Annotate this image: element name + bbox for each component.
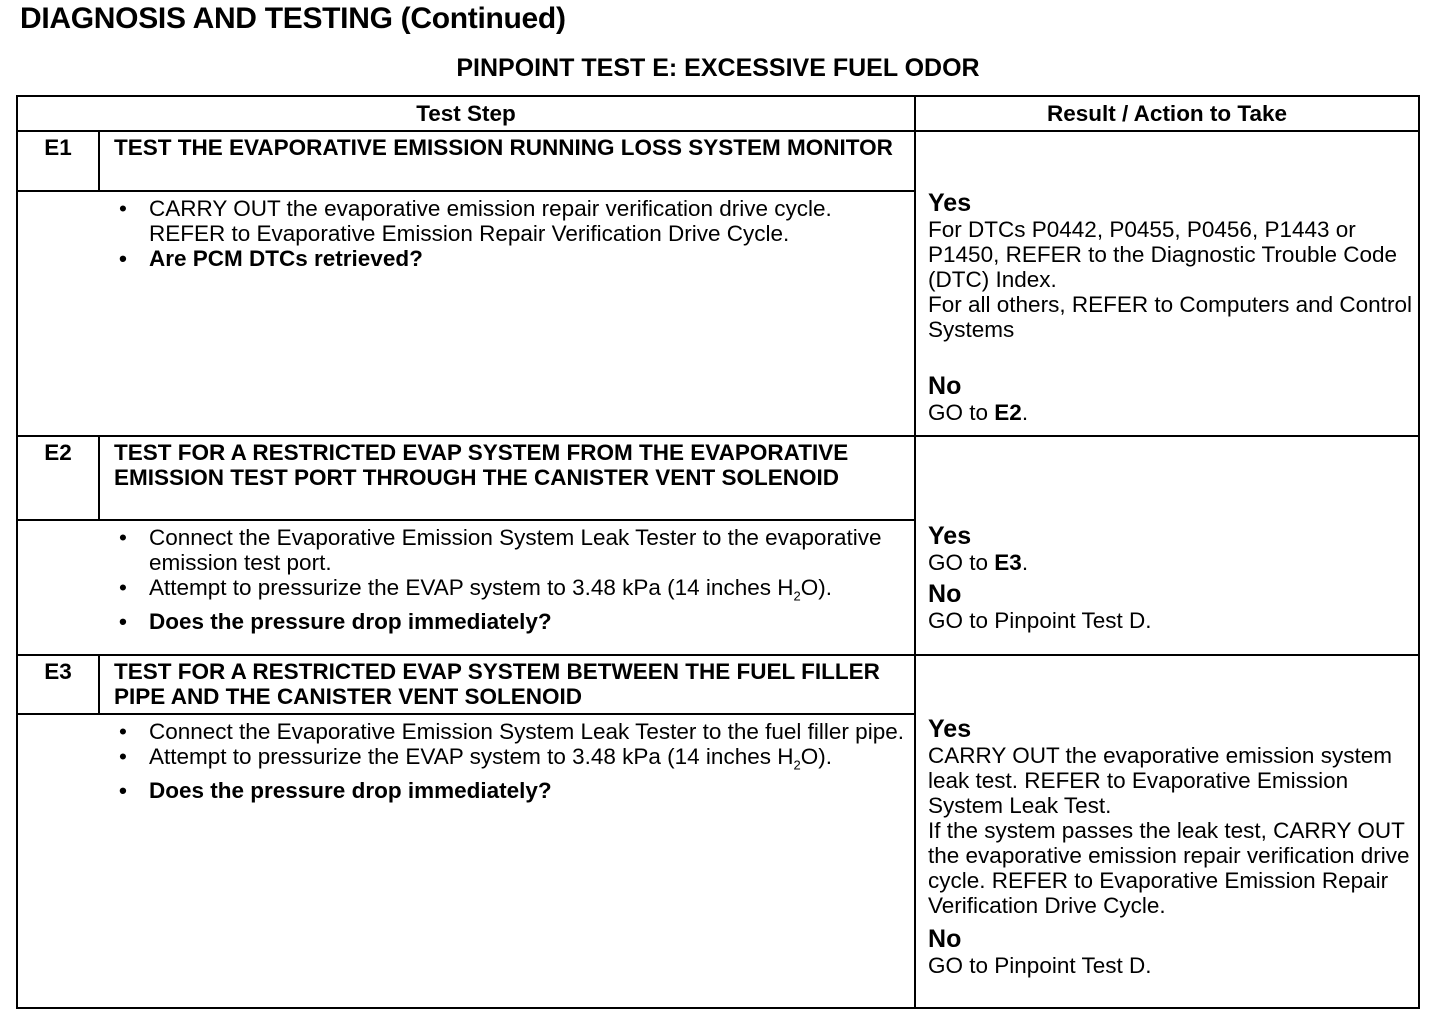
- action-item: • Connect the Evaporative Emission System Leak Tester to the evaporative emission test port.: [113, 525, 904, 575]
- result-e1-yes-text-2: For all others, REFER to Computers and Control Systems: [928, 292, 1412, 342]
- step-e1-heading-row: [17, 131, 1419, 191]
- action-item: • Connect the Evaporative Emission System Leak Tester to the fuel filler pipe.: [113, 719, 904, 744]
- result-e2-yes-text: GO to E3.: [928, 550, 1029, 575]
- action-question: • Are PCM DTCs retrieved?: [113, 246, 904, 271]
- action-item: • Attempt to pressurize the EVAP system to 3.48 kPa (14 inches $H_2O$).: [113, 744, 904, 778]
- pinpoint-test-table: [16, 95, 1420, 1009]
- result-e2: [915, 436, 1419, 655]
- test-title: PINPOINT TEST E: EXCESSIVE FUEL ODOR: [456, 54, 980, 82]
- action-item: • CARRY OUT the evaporative emission repair verification drive cycle. REFER to Evaporative Emission Repair Verification Drive Cycle.: [113, 196, 904, 246]
- result-e3-yes-text-2: If the system passes the leak test, CARRY OUT the evaporative emission repair verification drive cycle. REFER to Evaporative Emission Repair Verification Drive Cycle.: [928, 818, 1410, 918]
- step-e2-heading-row: [17, 436, 1419, 520]
- step-heading-e3: TEST FOR A RESTRICTED EVAP SYSTEM BETWEEN THE FUEL FILLER PIPE AND THE CANISTER VENT SOLENOID: [99, 655, 915, 714]
- result-e1-no-label: No: [928, 372, 962, 400]
- action-item: • Attempt to pressurize the EVAP system to 3.48 kPa (14 inches $H_2O$).: [113, 575, 904, 609]
- step-reference-e3: E3: [994, 550, 1022, 575]
- result-e2-no-label: No: [928, 580, 962, 608]
- column-header-test-step: Test Step: [17, 96, 915, 131]
- step-heading-e2: TEST FOR A RESTRICTED EVAP SYSTEM FROM THE EVAPORATIVE EMISSION TEST PORT THROUGH THE CANISTER VENT SOLENOID: [99, 436, 915, 520]
- result-e2-yes-label: Yes: [928, 522, 972, 550]
- step-heading-e1: TEST THE EVAPORATIVE EMISSION RUNNING LOSS SYSTEM MONITOR: [99, 131, 915, 191]
- result-e3-no-text: GO to Pinpoint Test D.: [928, 953, 1152, 978]
- step-actions-e3: [99, 714, 915, 1008]
- step-id-e2: E2: [17, 436, 99, 520]
- step-reference-e2: E2: [994, 400, 1022, 425]
- step-actions-e1: [99, 191, 915, 436]
- result-e3-yes-label: Yes: [928, 715, 972, 743]
- step-id-e3: E3: [17, 655, 99, 714]
- column-header-result: Result / Action to Take: [915, 96, 1419, 131]
- step-id-e1: E1: [17, 131, 99, 191]
- table-header-row: [17, 96, 1419, 131]
- page-header: DIAGNOSIS AND TESTING (Continued): [20, 2, 566, 35]
- step-actions-e2: [99, 520, 915, 655]
- result-e1-yes-label: Yes: [928, 189, 972, 217]
- result-e3-yes-text-1: CARRY OUT the evaporative emission system leak test. REFER to Evaporative Emission System Leak Test.: [928, 743, 1392, 818]
- action-question: • Does the pressure drop immediately?: [113, 778, 904, 803]
- result-e3-no-label: No: [928, 925, 962, 953]
- step-e3-heading-row: [17, 655, 1419, 714]
- result-e3: [915, 655, 1419, 1008]
- result-e2-no-text: GO to Pinpoint Test D.: [928, 608, 1152, 633]
- result-e1-yes-text-1: For DTCs P0442, P0455, P0456, P1443 or P1450, REFER to the Diagnostic Trouble Code (DTC) Index.: [928, 217, 1398, 292]
- result-e1: [915, 131, 1419, 436]
- action-question: • Does the pressure drop immediately?: [113, 609, 904, 634]
- result-e1-no-text: GO to E2.: [928, 400, 1029, 425]
